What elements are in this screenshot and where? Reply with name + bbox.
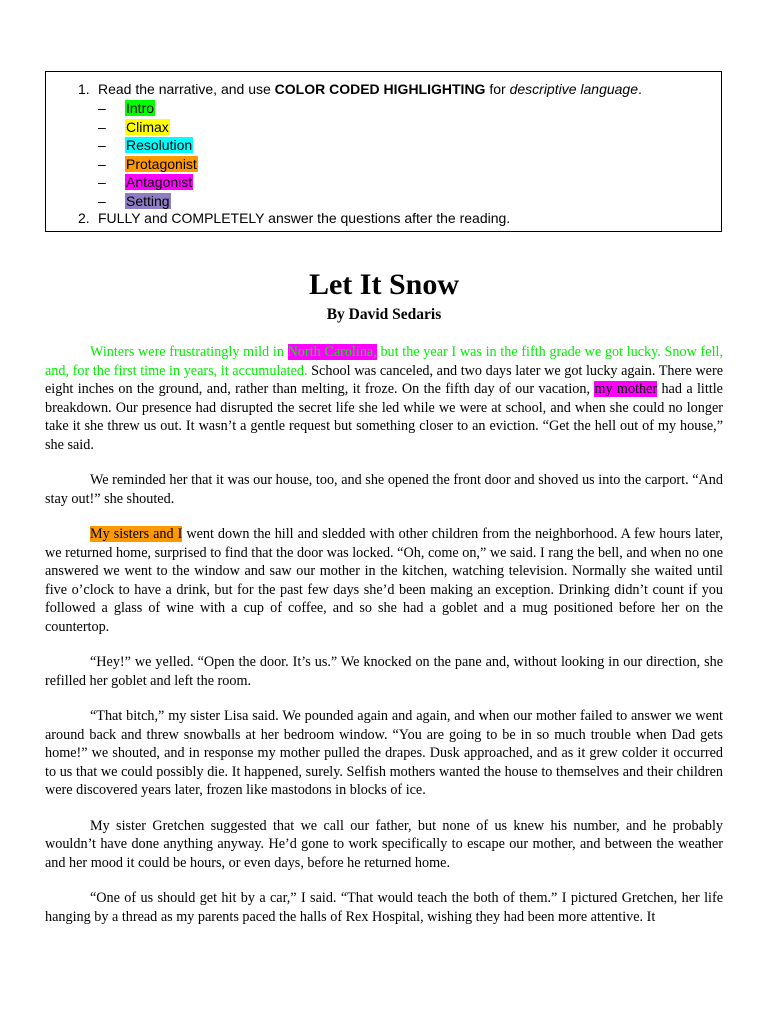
instruction-text: .: [638, 81, 642, 97]
legend-label: Setting: [126, 192, 170, 209]
list-number: 2.: [78, 210, 90, 226]
setting-highlight: North Carolina,: [287, 344, 377, 360]
legend-item-antagonist: [98, 173, 198, 192]
legend-dash: –: [98, 155, 106, 172]
instruction-text: FULLY and COMPLETELY answer the questions after the reading.: [98, 210, 511, 226]
instruction-text: Read the narrative, and use: [98, 81, 275, 97]
instruction-italic: descriptive language: [509, 81, 638, 97]
story-paragraph: “Hey!” we yelled. “Open the door. It’s us.” We knocked on the pane and, without looking in our direction, she refilled her goblet and left the room.: [45, 654, 723, 689]
legend-label: Resolution: [126, 137, 193, 153]
instruction-text: for: [485, 81, 510, 97]
protagonist-highlight: My sisters and I: [90, 526, 183, 542]
legend-dash: –: [98, 100, 106, 116]
intro-text: but the year I was in the fifth grade we got lucky. Snow fell, and, for the first time in years, it accumulated.: [45, 344, 724, 379]
highlight-legend: [98, 99, 198, 210]
antagonist-highlight: my mother: [594, 381, 658, 397]
story-paragraph: [45, 525, 723, 636]
legend-dash: –: [98, 118, 106, 135]
legend-item-protagonist: [98, 155, 198, 174]
paragraph-text: had a little breakdown. Our presence had disrupted the secret life she led while we were at school, and when she could no longer take it she threw us out. It wasn’t a gentle request but something closer to an eviction. “Get the hell out of my house,” she said.: [45, 381, 723, 453]
paragraph-text: went down the hill and sledded with other children from the neighborhood. A few hours later, we returned home, surprised to find that the door was locked. “Oh, come on,” we said. I rang the bell, and when no one answered we went to the window and saw our mother in the kitchen, watching television. Normally she waited until five o’clock to have a drink, but for the past few days she’d been making an exception. Drinking didn’t count if you followed a glass of wine with a cup of coffee, and so she had a goblet and a mug positioned before her on the countertop.: [45, 526, 723, 635]
intro-text: Winters were frustratingly mild in: [90, 344, 288, 360]
story-paragraph: We reminded her that it was our house, too, and she opened the front door and shoved us into the carport. “And stay out!” she shouted.: [45, 472, 723, 507]
story-paragraph: My sister Gretchen suggested that we call our father, but none of us knew his number, and he probably wouldn’t have done anything anyway. He’d gone to work specifically to escape our mother, and between the weather and her mood it could be hours, or even days, before he returned home.: [45, 817, 723, 871]
story-paragraph: “That bitch,” my sister Lisa said. We pounded again and again, and when our mother failed to answer we went around back and threw snowballs at her bedroom window. “You are going to be in so much trouble when Dad gets home!” we shouted, and in response my mother pulled the drapes. Dusk approached, and as it grew colder it occurred to us that we could possibly die. It happened, surely. Selfish mothers wanted the house to themselves and their children were discovered years later, frozen like mastodons in blocks of ice.: [45, 708, 723, 798]
legend-item-resolution: [98, 136, 198, 155]
legend-label: Intro: [126, 100, 155, 116]
legend-dash: –: [98, 192, 106, 209]
story-byline: By David Sedaris: [326, 306, 442, 323]
legend-label: Protagonist: [126, 155, 197, 172]
instructions-box: [45, 71, 722, 232]
instruction-item-1: [78, 80, 642, 99]
legend-item-setting: [98, 192, 198, 211]
legend-item-intro: [98, 99, 198, 118]
legend-dash: –: [98, 137, 106, 153]
paragraph-text: School was canceled, and two days later we got lucky again. There were eight inches on the ground, and, rather than melting, it froze. On the fifth day of our vacation,: [45, 362, 724, 397]
instruction-item-2: [78, 209, 510, 228]
story-paragraph: “One of us should get hit by a car,” I said. “That would teach the both of them.” I pictured Gretchen, her life hanging by a thread as my parents paced the halls of Rex Hospital, wishing they had been more attentive. It: [45, 890, 723, 925]
story-paragraph: [45, 343, 723, 454]
story-title: Let It Snow: [308, 268, 459, 301]
instruction-bold: COLOR CODED HIGHLIGHTING: [274, 81, 486, 97]
legend-dash: –: [98, 174, 106, 190]
story-body: [45, 343, 723, 943]
legend-label: Climax: [126, 118, 169, 135]
legend-item-climax: [98, 118, 198, 137]
list-number: 1.: [78, 81, 90, 97]
legend-label: Antagonist: [126, 174, 193, 190]
